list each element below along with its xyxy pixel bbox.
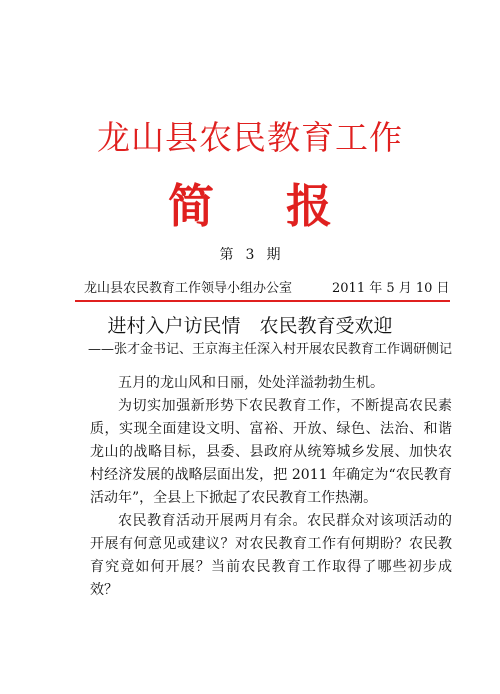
article-headline: 进村入户访民情 农民教育受欢迎 bbox=[107, 315, 393, 337]
issue-number-line bbox=[0, 246, 500, 264]
issue-suffix: 期 bbox=[266, 247, 281, 263]
header-divider bbox=[75, 300, 450, 302]
paragraph: 农民教育活动开展两月有余。农民群众对该项活动的开展有何意见或建议？对农民教育工作有何期盼？农民教育究竟如何开展？当前农民教育工作取得了哪些初步成效？ bbox=[90, 513, 452, 598]
paragraph: 五月的龙山风和日丽，处处洋溢勃勃生机。 bbox=[118, 375, 384, 391]
issue-date: 2011 年 5 月 10 日 bbox=[332, 281, 450, 296]
issue-number: 3 bbox=[245, 247, 255, 263]
bulletin-title-char-2: 报 bbox=[286, 179, 332, 233]
paragraph: 为切实加强新形势下农民教育工作，不断提高农民素质，实现全面建设文明、富裕、开放、绿色、法治、和谐龙山的战略目标，县委、县政府从统筹城乡发展、加快农村经济发展的战略层面出发，把 2011 年确定为“农民教育活动年”，全县上下掀起了农民教育工作热潮。 bbox=[90, 398, 452, 506]
bulletin-title-char-1: 简 bbox=[168, 179, 214, 233]
issue-prefix: 第 bbox=[219, 247, 234, 263]
issuing-office: 龙山县农民教育工作领导小组办公室 bbox=[84, 281, 293, 296]
bulletin-title bbox=[0, 180, 500, 232]
bulletin-org-title: 龙山县农民教育工作 bbox=[97, 118, 403, 157]
article-body bbox=[90, 372, 452, 602]
article-subheadline: ——张才金书记、王京海主任深入村开展农民教育工作调研侧记 bbox=[88, 342, 453, 357]
